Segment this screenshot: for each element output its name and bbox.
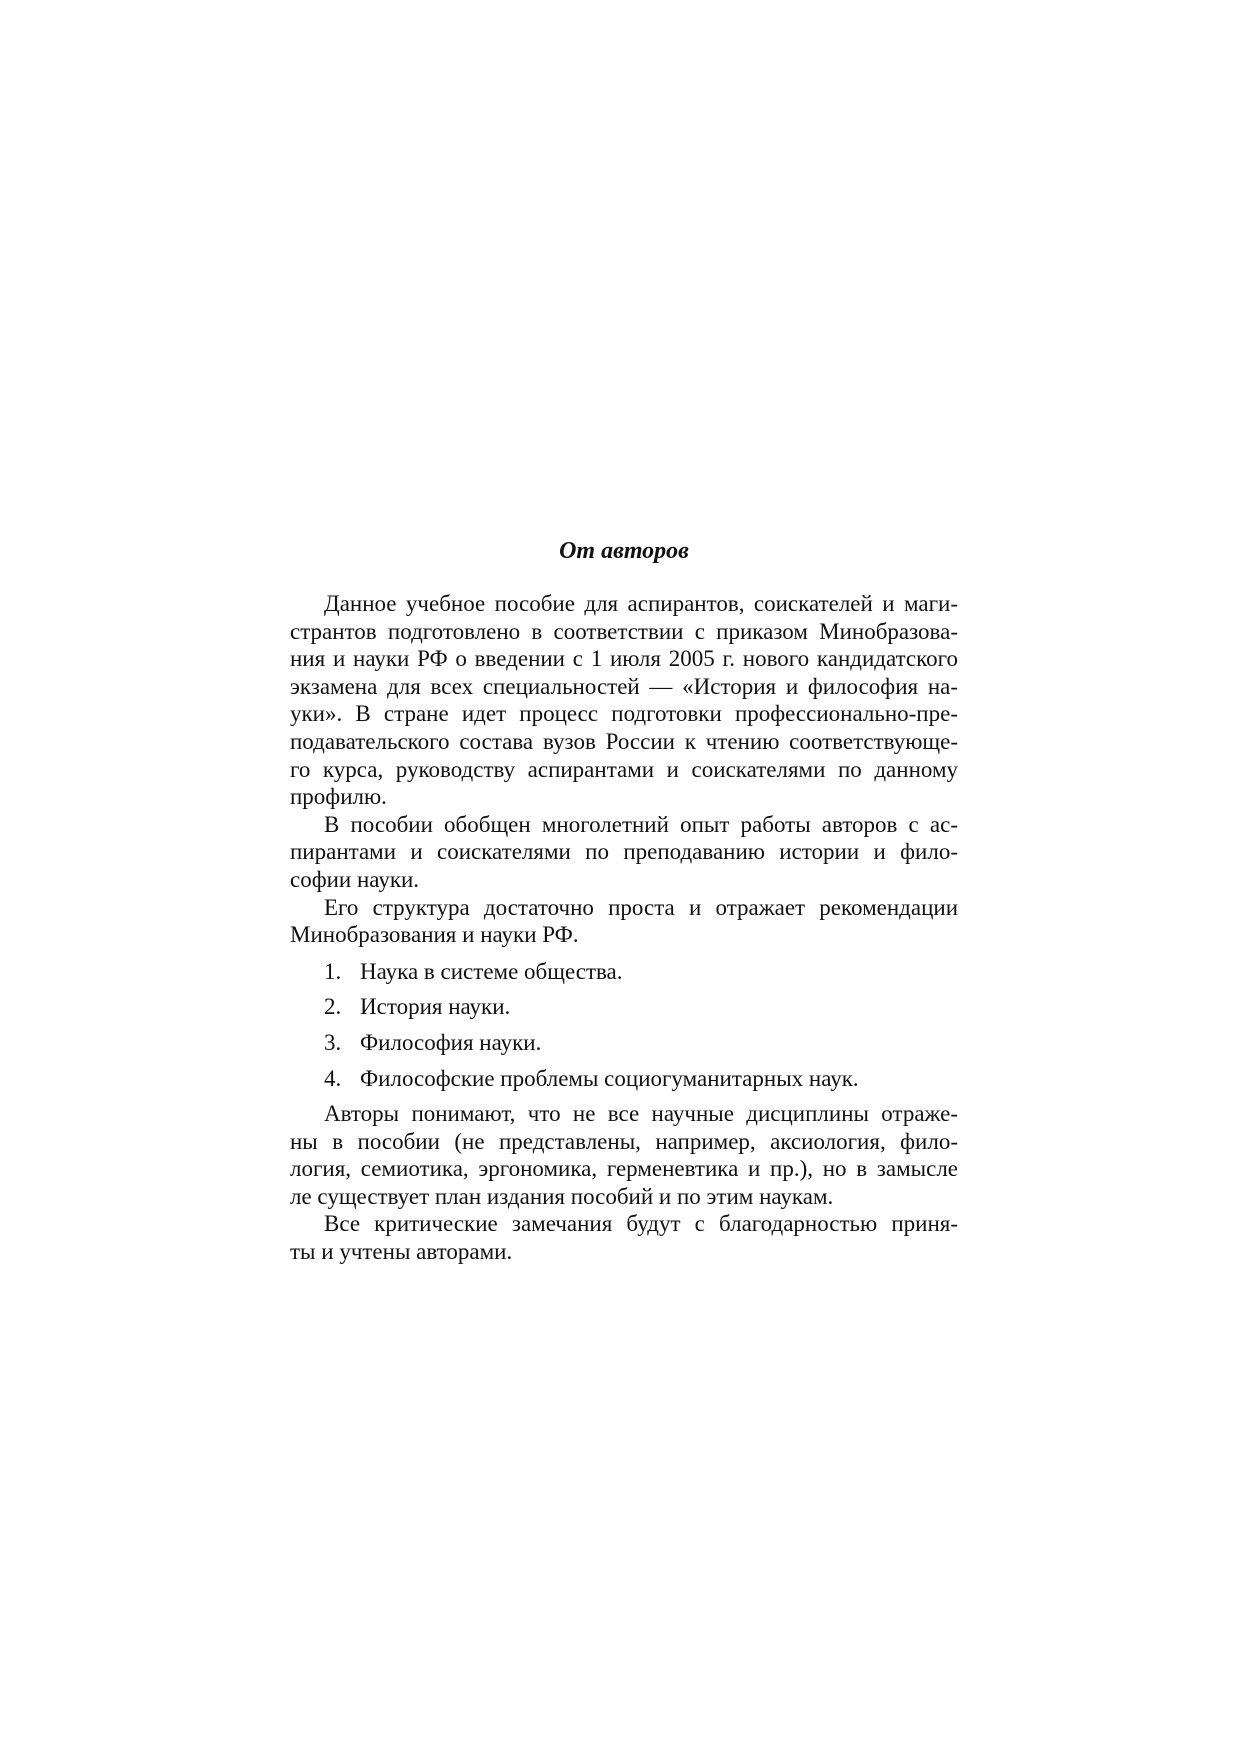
paragraph bbox=[290, 894, 958, 949]
list-item bbox=[290, 1029, 958, 1057]
list-item-number: 2. bbox=[324, 994, 342, 1020]
text-line: экзамена для всех специальностей — «История и философия на- bbox=[290, 673, 958, 699]
page-title: От авторов bbox=[559, 538, 689, 564]
list-item-number: 4. bbox=[324, 1065, 342, 1091]
list-item-text: Наука в системе общества. bbox=[360, 958, 623, 984]
paragraph bbox=[290, 811, 958, 894]
text-line: софии науки. bbox=[290, 866, 420, 892]
text-line: В пособии обобщен многолетний опыт работы авторов с ас- bbox=[324, 811, 958, 837]
text-line: го курса, руководству аспирантами и соискателями по данному bbox=[290, 756, 958, 782]
text-line: Его структура достаточно проста и отражает рекомендации bbox=[324, 894, 958, 920]
text-line: ния и науки РФ о введении с 1 июля 2005 г. нового кандидатского bbox=[290, 646, 958, 672]
text-line: Все критические замечания будут с благодарностью приня- bbox=[324, 1211, 958, 1237]
text-line: Авторы понимают, что не все научные дисциплины отраже- bbox=[324, 1101, 958, 1127]
text-line: уки». В стране идет процесс подготовки профессионально-пре- bbox=[290, 701, 958, 727]
text-line: пирантами и соискателями по преподаванию истории и фило- bbox=[290, 839, 958, 865]
text-line: странтов подготовлено в соответствии с приказом Минобразова- bbox=[290, 618, 958, 644]
text-line: ты и учтены авторами. bbox=[290, 1239, 513, 1265]
list-item bbox=[290, 958, 958, 986]
text-line: логия, семиотика, эргономика, герменевтика и пр.), но в замысле bbox=[290, 1156, 958, 1182]
body-text bbox=[290, 590, 958, 1266]
list-item bbox=[290, 993, 958, 1021]
paragraph bbox=[290, 1100, 958, 1210]
text-line: Данное учебное пособие для аспирантов, соискателей и маги- bbox=[324, 591, 958, 616]
numbered-list bbox=[290, 958, 958, 1092]
list-item-text: Философия науки. bbox=[360, 1029, 542, 1055]
paragraph bbox=[290, 590, 958, 811]
text-line: ле существует план издания пособий и по этим наукам. bbox=[290, 1183, 834, 1209]
text-line: Минобразования и науки РФ. bbox=[290, 922, 579, 948]
text-line: ны в пособии (не представлены, например, аксиология, фило- bbox=[290, 1128, 958, 1154]
text-line: профилю. bbox=[290, 784, 387, 810]
list-item-text: История науки. bbox=[360, 994, 511, 1020]
list-item-number: 3. bbox=[324, 1029, 342, 1055]
list-item bbox=[290, 1065, 958, 1093]
list-item-text: Философские проблемы социогуманитарных наук. bbox=[360, 1065, 859, 1091]
paragraph bbox=[290, 1210, 958, 1265]
list-item-number: 1. bbox=[324, 958, 342, 984]
text-line: подавательского состава вузов России к чтению соответствующе- bbox=[290, 728, 958, 754]
